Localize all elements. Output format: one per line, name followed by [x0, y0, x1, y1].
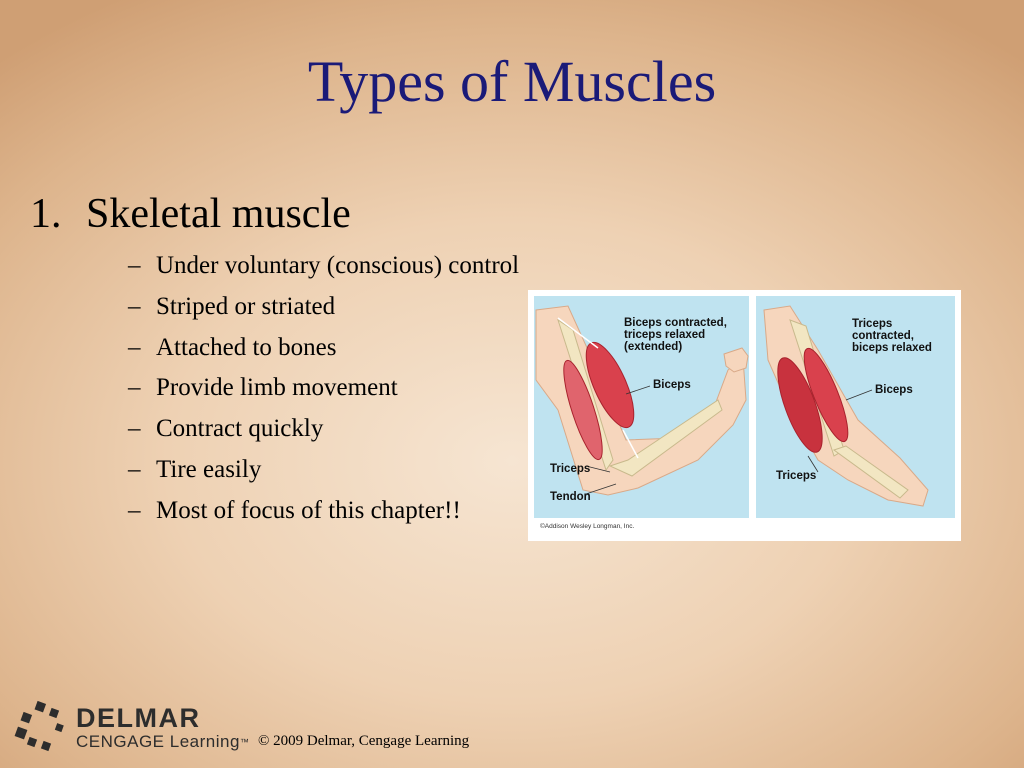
copyright-notice: © 2009 Delmar, Cengage Learning — [258, 733, 470, 749]
delmar-logo-mark-icon — [14, 700, 70, 754]
left-triceps-label: Triceps — [550, 463, 591, 475]
bullet-dash: – — [128, 333, 141, 361]
bullet-text: Most of focus of this chapter!! — [156, 496, 461, 524]
bullet-text: Attached to bones — [156, 333, 337, 361]
bullet-text: Under voluntary (conscious) control — [156, 252, 520, 279]
bullet-text: Striped or striated — [156, 292, 336, 320]
figure-credit: ©Addison Wesley Longman, Inc. — [540, 523, 635, 530]
delmar-cengage-logo — [14, 700, 254, 754]
list-heading — [30, 188, 351, 240]
logo-subtitle-text: CENGAGE Learning — [76, 732, 240, 751]
muscle-illustration — [528, 290, 961, 541]
bullet-text: Provide limb movement — [156, 374, 398, 402]
bullet-dash: – — [128, 496, 141, 524]
list-heading-number: 1. — [30, 191, 62, 237]
bullet-item — [128, 409, 519, 450]
left-biceps-label: Biceps — [653, 379, 691, 391]
logo-wordmark: DELMAR — [76, 703, 201, 733]
bullet-text: Contract quickly — [156, 415, 324, 443]
bullet-dash: – — [128, 415, 141, 443]
right-triceps-label: Triceps — [776, 470, 817, 482]
bullet-dash: – — [128, 455, 141, 483]
bullet-item — [128, 450, 519, 491]
right-panel-caption: Triceps contracted, biceps relaxed — [852, 318, 932, 354]
logo-subtitle — [76, 733, 249, 751]
bullet-dash: – — [128, 374, 141, 402]
right-biceps-label: Biceps — [875, 384, 913, 396]
bullet-item — [128, 368, 519, 409]
slide-title: Types of Muscles — [307, 49, 717, 114]
logo-trademark: ™ — [239, 737, 250, 747]
left-panel-caption: Biceps contracted, triceps relaxed (extended) — [624, 317, 727, 353]
bullet-item — [128, 246, 519, 287]
list-heading-text: Skeletal muscle — [86, 191, 351, 237]
bullet-item — [128, 491, 519, 532]
bullet-item — [128, 328, 519, 369]
bullet-dash: – — [128, 292, 141, 320]
left-tendon-label: Tendon — [550, 491, 591, 503]
bullet-dash: – — [128, 252, 141, 279]
bullet-item — [128, 287, 519, 328]
bullet-list — [128, 246, 519, 532]
bullet-text: Tire easily — [156, 455, 262, 483]
